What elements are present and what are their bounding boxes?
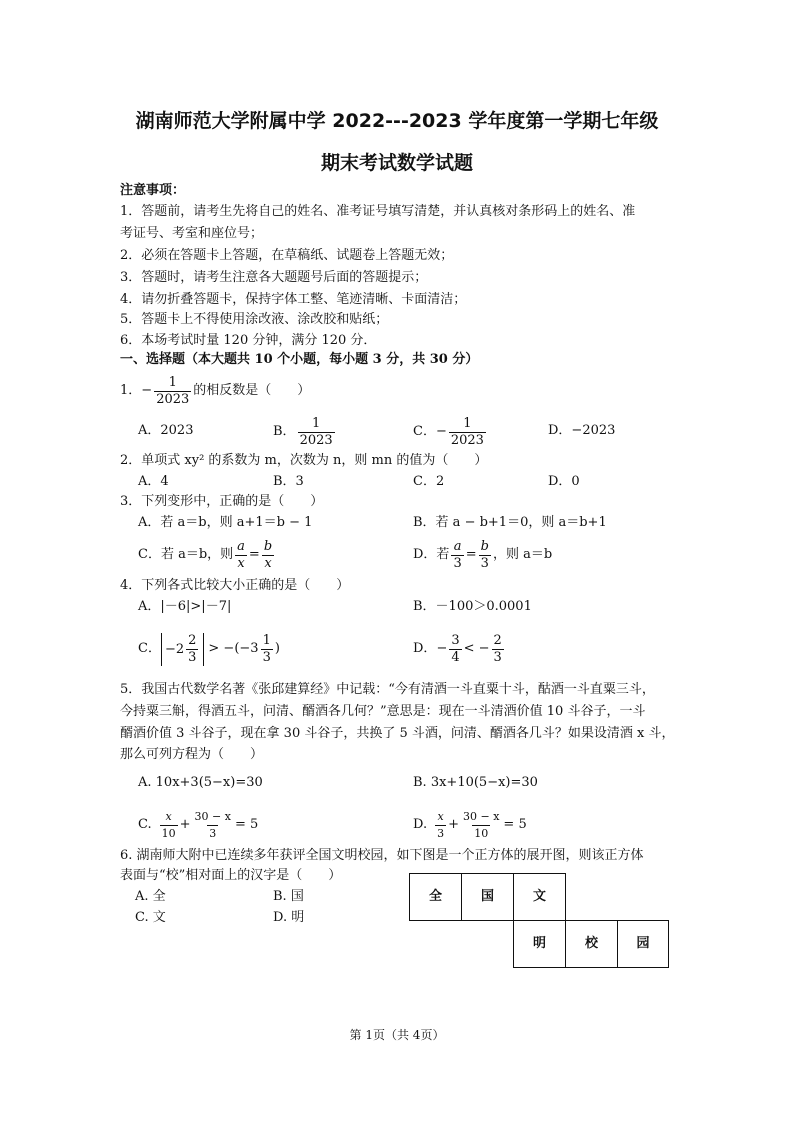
question-1 [120, 371, 310, 411]
q2-option-a: A．4 [138, 474, 169, 489]
q5-c-frac1 [160, 809, 178, 842]
q6-option-c: C. 文 [135, 910, 166, 925]
page-subtitle: 期末考试数学试题 [320, 152, 473, 174]
q5-c-frac2 [193, 809, 233, 842]
notice-item: 3．答题时，请考生注意各大题题号后面的答题提示； [120, 270, 428, 285]
q3-d-frac1 [451, 539, 463, 572]
q1-stem: 的相反数是（ ） [193, 383, 311, 398]
q5-c-f2-den: 3 [209, 826, 217, 840]
q4-d-lt: < − [463, 641, 490, 656]
question-5-line: 醑酒价值 3 斗谷子，现在拿 30 斗谷子，共换了 5 斗酒，问清、醑酒各几斗？如果设清酒 x 斗， [120, 726, 675, 741]
q5-c-label: C. [138, 817, 152, 832]
q1-c-label: C． [413, 424, 436, 439]
q3-d-f1-den: 3 [453, 555, 462, 571]
q5-c-plus: + [179, 817, 191, 832]
question-5-line: 今持粟三斛，得酒五斗，问清、醑酒各几何？”意思是：现在一斗清酒价值 10 斗谷子，一斗 [120, 704, 646, 719]
q1-option-c [413, 412, 488, 452]
q5-c-f1-num: x [165, 809, 172, 823]
q1-option-b [273, 412, 337, 452]
question-3: 3．下列变形中，正确的是（ ） [120, 494, 324, 509]
question-6-line1: 6. 湖南师大附中已连续多年获评全国文明校园，如下图是一个正方体的展开图，则该正方体 [120, 848, 644, 863]
q4-d-frac2 [492, 633, 504, 666]
q4-d-label: D． [413, 641, 437, 656]
q3-c-f1-num: a [237, 538, 245, 554]
q6-option-b: B. 国 [273, 889, 304, 904]
q3-d-f2-den: 3 [480, 555, 489, 571]
notice-item: 2．必须在答题卡上答题，在草稿纸、试题卷上答题无效； [120, 248, 454, 263]
q2-option-d: D．0 [548, 474, 580, 489]
q1-option-a: A．2023 [138, 423, 194, 438]
q5-c-eq: = 5 [234, 817, 259, 832]
q4-c-whole: −2 [164, 641, 185, 657]
q1-fraction [154, 375, 191, 408]
q5-d-f1-num: x [437, 809, 444, 823]
q4-option-c [138, 627, 280, 671]
q4-c-f1-den: 3 [188, 649, 197, 665]
q1-c-minus: − [435, 424, 447, 439]
q5-d-f2-den: 10 [474, 826, 489, 840]
notice-item: 6．本场考试时量 120 分钟，满分 120 分． [120, 333, 377, 348]
q5-d-plus: + [448, 817, 459, 832]
q5-option-d [413, 805, 527, 845]
q3-option-b: B．若 a − b+1＝0，则 a＝b+1 [413, 515, 607, 530]
net-cell-bottom-2: 校 [565, 920, 618, 968]
q4-c-f2-num: 1 [262, 632, 271, 648]
net-cell-bottom-1: 明 [513, 920, 566, 968]
q1-b-label: B． [273, 424, 296, 439]
notice-item: 考证号、考室和座位号； [120, 226, 264, 241]
q3-d-f2-num: b [480, 538, 489, 554]
q4-d-f2-num: 2 [493, 632, 502, 648]
q3-option-d [413, 535, 552, 575]
q4-c-frac2 [261, 633, 273, 666]
q3-d-post: ，则 a＝b [492, 547, 553, 562]
q4-d-f1-num: 3 [451, 632, 460, 648]
q3-c-f1-den: x [237, 555, 245, 571]
notice-item: 1．答题前，请考生先将自己的姓名、准考证号填写清楚，并认真核对条形码上的姓名、准 [120, 204, 636, 219]
q5-d-label: D. [413, 817, 428, 832]
q3-option-c [138, 535, 276, 575]
q1-c-num: 1 [463, 415, 472, 431]
q3-c-pre: C．若 a＝b，则 [138, 547, 234, 562]
q5-c-f1-den: 10 [161, 826, 176, 840]
q3-d-pre: D．若 [413, 547, 450, 562]
page-title: 湖南师范大学附属中学 2022---2023 学年度第一学期七年级 [135, 110, 659, 132]
q3-c-f2-den: x [264, 555, 272, 571]
q2-option-c: C．2 [413, 474, 445, 489]
q4-option-b: B．－100＞0.0001 [413, 599, 532, 614]
q5-c-f2-num: 30 − x [194, 809, 231, 823]
q5-option-b: B. 3x+10(5−x)=30 [413, 775, 538, 790]
q3-c-frac1 [235, 539, 247, 572]
q1-b-num: 1 [311, 415, 321, 431]
q3-c-eq: = [248, 547, 260, 562]
q1-c-den: 2023 [450, 432, 484, 448]
section-heading: 一、选择题（本大题共 10 个小题，每小题 3 分，共 30 分） [120, 352, 479, 367]
net-cell-bottom-3: 园 [617, 920, 669, 968]
q4-d-frac1 [449, 633, 461, 666]
q4-c-f2-den: 3 [262, 649, 271, 665]
question-6-line2: 表面与“校”相对面上的汉字是（ ） [120, 868, 342, 883]
net-cell-top-3: 文 [513, 873, 566, 921]
q4-c-end: ) [274, 641, 280, 656]
question-4: 4．下列各式比较大小正确的是（ ） [120, 578, 350, 593]
q5-d-f2-num: 30 − x [463, 809, 500, 823]
q4-c-mid: > −(−3 [208, 641, 259, 656]
question-5-line: 那么可列方程为（ ） [120, 747, 264, 762]
q3-d-frac2 [479, 539, 491, 572]
q1-c-fraction [449, 416, 486, 449]
q1-b-den: 2023 [299, 432, 333, 448]
q4-option-a: A．|－6|>|－7| [138, 599, 232, 614]
q1-frac-den: 2023 [156, 391, 190, 407]
q1-number: 1． [120, 383, 142, 398]
notice-heading: 注意事项： [120, 183, 186, 198]
q2-option-b: B．3 [273, 474, 304, 489]
q4-c-f1-num: 2 [188, 632, 197, 648]
q4-d-minus: − [436, 641, 448, 656]
net-cell-top-1: 全 [409, 873, 462, 921]
page-footer: 第 1页（共 4页） [349, 1028, 445, 1042]
net-cell-top-2: 国 [461, 873, 514, 921]
question-2: 2．单项式 xy² 的系数为 m，次数为 n，则 mn 的值为（ ） [120, 453, 488, 468]
q6-option-d: D. 明 [273, 910, 305, 925]
q5-d-frac2 [461, 809, 501, 842]
q1-frac-num: 1 [168, 374, 177, 390]
q3-c-f2-num: b [263, 538, 273, 554]
q3-d-f1-num: a [453, 538, 462, 554]
q5-option-c [138, 805, 258, 845]
question-5-line: 5．我国古代数学名著《张邱建算经》中记载：“今有清酒一斗直粟十斗，酤酒一斗直粟三斗， [120, 682, 655, 697]
q3-d-eq: = [465, 547, 477, 562]
q1-option-d: D．−2023 [548, 423, 616, 438]
q5-d-f1-den: 3 [437, 826, 445, 840]
q4-c-abs [161, 633, 204, 666]
q5-d-eq: = 5 [503, 817, 527, 832]
q5-option-a: A. 10x+3(5−x)=30 [138, 775, 263, 790]
q4-d-f2-den: 3 [493, 649, 502, 665]
q1-minus: − [141, 383, 153, 398]
q4-option-d [413, 627, 506, 671]
q4-d-f1-den: 4 [451, 649, 460, 665]
notice-item: 5．答题卡上不得使用涂改液、涂改胶和贴纸； [120, 312, 389, 327]
notice-item: 4．请勿折叠答题卡，保持字体工整、笔迹清晰、卡面清洁； [120, 292, 467, 307]
q3-c-frac2 [262, 539, 274, 572]
q4-c-frac1 [186, 633, 198, 666]
q5-d-frac1 [435, 809, 446, 842]
q3-option-a: A．若 a＝b，则 a+1＝b − 1 [138, 515, 313, 530]
q4-c-label: C． [138, 641, 161, 656]
q6-option-a: A. 全 [135, 889, 166, 904]
q1-b-fraction [298, 416, 335, 449]
